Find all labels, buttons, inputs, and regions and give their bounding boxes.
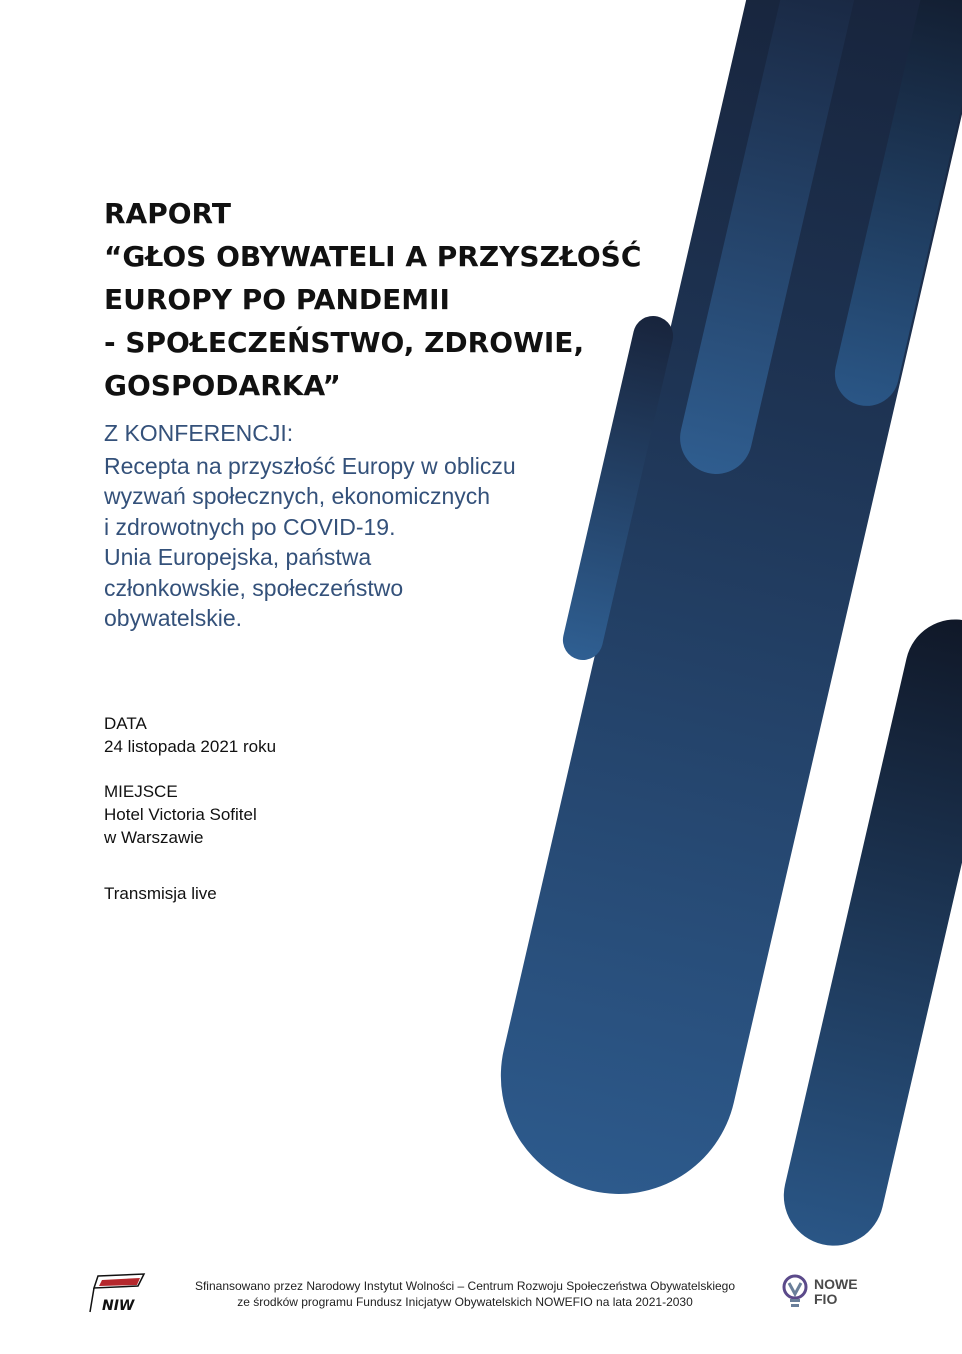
broadcast-block [104, 882, 424, 905]
funding-note [160, 1278, 770, 1310]
funding-line: Sfinansowano przez Narodowy Instytut Wolności – Centrum Rozwoju Społeczeństwa Obywatelskiego [194, 1279, 736, 1293]
place-line: w Warszawie [104, 828, 204, 847]
conference-line: Recepta na przyszłość Europy w obliczu [104, 452, 516, 479]
conference-line: i zdrowotnych po COVID-19. [104, 513, 396, 540]
report-title-line: GOSPODARKA” [104, 369, 341, 402]
funding-line: ze środków programu Fundusz Inicjatyw Obywatelskich NOWEFIO na lata 2021-2030 [237, 1295, 693, 1309]
fio-line: NOWE [814, 1276, 858, 1292]
fio-line: FIO [814, 1291, 838, 1307]
date-value: 24 listopada 2021 roku [104, 737, 277, 756]
report-title-block [104, 192, 664, 407]
date-block [104, 712, 424, 758]
conference-block [104, 418, 574, 634]
report-label: RAPORT [104, 197, 231, 230]
conference-line: członkowskie, społeczeństwo [104, 574, 404, 601]
niw-logo-text: NIW [102, 1298, 135, 1314]
niw-logo-icon [88, 1272, 148, 1316]
place-label: MIEJSCE [104, 782, 178, 801]
broadcast-text: Transmisja live [104, 884, 217, 903]
conference-line: obywatelskie. [104, 605, 243, 631]
conference-line: Unia Europejska, państwa [104, 544, 372, 570]
report-title-line: - SPOŁECZEŃSTWO, ZDROWIE, [104, 326, 585, 359]
place-block [104, 780, 424, 849]
conference-heading: Z KONFERENCJI: [104, 420, 294, 446]
date-label: DATA [104, 714, 147, 733]
report-title-line: EUROPY PO PANDEMII [104, 283, 450, 316]
report-title-line: “GŁOS OBYWATELI A PRZYSZŁOŚĆ [104, 240, 642, 273]
place-line: Hotel Victoria Sofitel [104, 805, 257, 824]
conference-line: wyzwań społecznych, ekonomicznych [104, 483, 491, 509]
nowe-fio-bulb-icon [780, 1274, 810, 1312]
nowe-fio-logo-text [814, 1277, 858, 1307]
